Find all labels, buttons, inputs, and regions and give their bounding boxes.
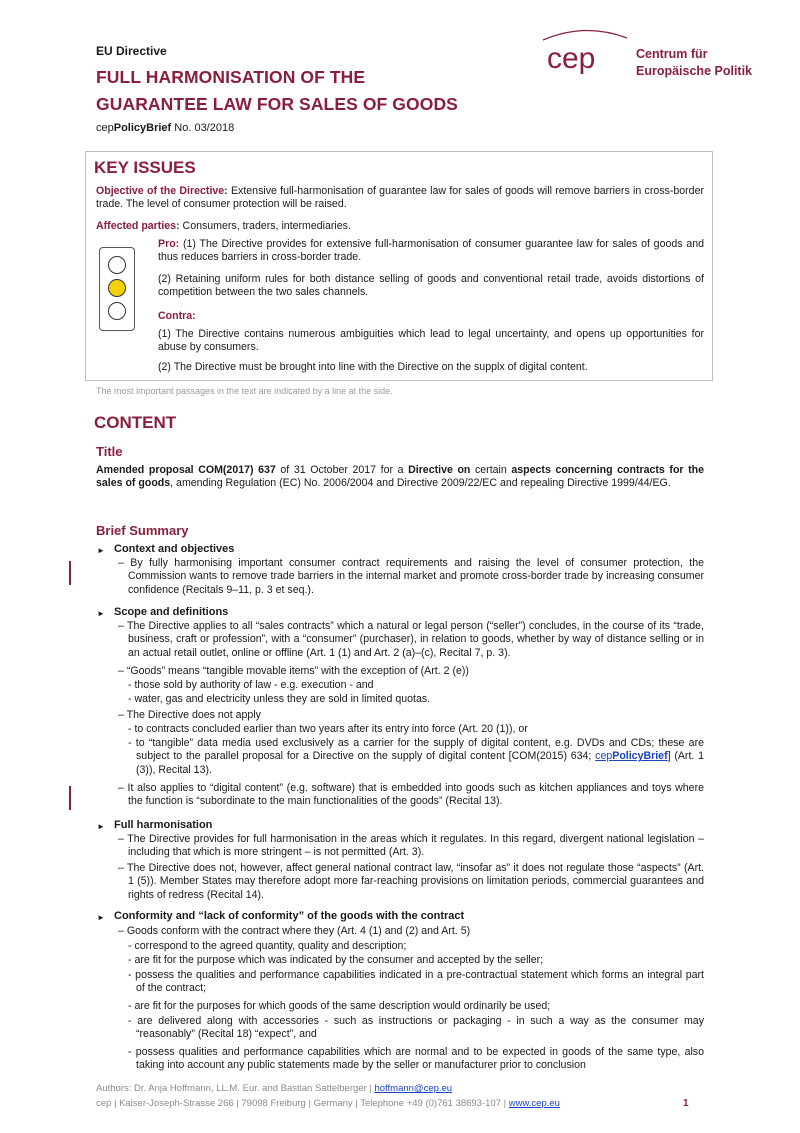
harmonisation-text-2: – The Directive does not, however, affect general national contract law, “insofar as” it does not regulate those “aspects” (Art. 1 (5)). Member States may therefore adopt more far-reaching provisions on limitation periods, commercial guarantees and rights of redress (Recital 14). <box>118 862 704 901</box>
title-text-2: certain <box>470 464 512 476</box>
section-scope-title: Scope and definitions <box>114 606 229 618</box>
conformity-item-b: - are fit for the purpose which was indicated by the consumer and accepted by the seller; <box>128 954 544 966</box>
section-arrow-icon: ► <box>97 546 105 555</box>
title-text-1: of 31 October 2017 for a <box>275 464 409 476</box>
traffic-light-green-lamp <box>108 302 126 320</box>
conformity-item-e: - are delivered along with accessories - such as instructions or packaging - in such a way as the consumer may “reasonably” (Recital 18) “expect”, and <box>128 1015 704 1041</box>
directive-type: EU Directive <box>96 44 167 58</box>
traffic-light-amber-lamp <box>108 279 126 297</box>
section-harmonisation-title: Full harmonisation <box>114 819 213 831</box>
scope-text-2: – “Goods” means “tangible movable items” with the exception of (Art. 2 (e)) <box>118 665 469 677</box>
section-context-title: Context and objectives <box>114 543 235 555</box>
policybrief-link[interactable]: cepPolicyBrief <box>595 750 668 763</box>
cep-logo <box>535 28 635 78</box>
brief-number <box>96 122 234 134</box>
contra-paragraph-1: (1) The Directive contains numerous ambiguities which lead to legal uncertainty, and opens up opportunities for abuse by consumers. <box>158 328 704 354</box>
author-email-link[interactable]: hoffmann@cep.eu <box>374 1083 453 1094</box>
title-paragraph <box>96 464 704 491</box>
affected-label: Affected parties: <box>96 220 180 232</box>
title-heading: Title <box>96 444 123 459</box>
key-issues-heading: KEY ISSUES <box>94 158 196 177</box>
title-line-2: GUARANTEE LAW FOR SALES OF GOODS <box>96 94 458 114</box>
objective-text: Extensive full-harmonisation of guarantee law for sales of goods will remove barriers in cross-border trade. The level of consumer protection will be raised. <box>96 185 704 211</box>
objective-label: Objective of the Directive: <box>96 185 228 197</box>
scope-text-2a: - those sold by authority of law - e.g. execution - and <box>128 679 374 691</box>
title-bold-3: aspects concerning contracts for the sales of goods <box>96 464 705 490</box>
scope-text-3c: ] (Art. 1 (3)), Recital 13). <box>136 750 704 776</box>
affected-text: Consumers, traders, intermediaries. <box>179 220 351 232</box>
section-arrow-icon: ► <box>97 822 105 831</box>
affected-paragraph <box>96 220 704 233</box>
conformity-item-f: - possess qualities and performance capabilities which are normal and to be expected in goods of the same type, also taking into account any public statements made by the seller or manufacturer prior to conclusion <box>128 1046 704 1072</box>
brief-suffix: No. 03/2018 <box>171 122 235 134</box>
section-arrow-icon: ► <box>97 913 105 922</box>
importance-bar <box>69 561 71 585</box>
pro-label: Pro: <box>158 238 180 250</box>
organisation-name <box>636 46 752 80</box>
brief-summary-heading: Brief Summary <box>96 523 189 538</box>
contra-label: Contra: <box>158 310 196 322</box>
brief-prefix: cep <box>96 122 114 134</box>
objective-paragraph <box>96 185 704 212</box>
pro-paragraph-1 <box>158 238 704 265</box>
conformity-text-1: – Goods conform with the contract where they (Art. 4 (1) and (2) and Art. 5) <box>118 925 471 937</box>
traffic-light-red-lamp <box>108 256 126 274</box>
harmonisation-text-1: – The Directive provides for full harmonisation in the areas which it regulates. In this regard, divergent national legislation – including that which is more stringent – is not permitted (Art. 3). <box>118 833 704 859</box>
scope-text-3b <box>128 737 704 777</box>
scope-text-4: – It also applies to “digital content” (e.g. software) that is embedded into goods such as kitchen appliances and toys where the function is “subordinate to the main functionalities of the goods” (Recital 13). <box>118 782 704 808</box>
org-line-1: Centrum für <box>636 47 708 61</box>
margin-note: The most important passages in the text are indicated by a line at the side. <box>96 386 393 396</box>
page-title <box>96 64 458 118</box>
conformity-item-d: - are fit for the purposes for which goods of the same description would ordinarily be used; <box>128 1000 551 1012</box>
contra-paragraph-2: (2) The Directive must be brought into line with the Directive on the supplx of digital content. <box>158 361 588 373</box>
title-bold-1: Amended proposal COM(2017) 637 <box>96 464 276 476</box>
pro-text-1: (1) The Directive provides for extensive full-harmonisation of consumer guarantee law for sales of goods and thus reduces barriers in cross-border trade. <box>158 238 704 264</box>
content-heading: CONTENT <box>94 413 177 432</box>
page-number: 1 <box>683 1098 689 1109</box>
scope-text-3: – The Directive does not apply <box>118 709 261 721</box>
scope-text-2b: - water, gas and electricity unless they are sold in limited quotas. <box>128 693 431 705</box>
scope-text-3b-body: - to “tangible” data media used exclusively as a carrier for the supply of digital content, e.g. DVDs and CDs; these are subject to the parallel proposal for a Directive on the supply of digital content [COM(2015) 634; <box>128 737 704 763</box>
conformity-item-a: - correspond to the agreed quantity, quality and description; <box>128 940 407 952</box>
pro-paragraph-2: (2) Retaining uniform rules for both distance selling of goods and conventional retail trade, avoids distortions of competition between the two sales channels. <box>158 273 704 299</box>
scope-text-1: – The Directive applies to all “sales contracts” which a natural or legal person (“seller”) concludes, in the course of its “trade, business, craft or profession”, with a “consumer” (purchaser), in relation to goods, whether by way of distance selling or in an actual retail outlet, online or offline (Art. 1 (1) and Art. 2 (a)–(c), Recital 7, p. 3). <box>118 620 704 659</box>
footer-authors: Authors: Dr. Anja Hoffmann, LL.M. Eur. and Bastian Sattelberger | hoffmann@cep.eu <box>96 1083 453 1094</box>
traffic-light-icon <box>99 247 135 331</box>
website-link[interactable]: www.cep.eu <box>508 1098 560 1109</box>
footer-address: cep | Kaiser-Joseph-Strasse 266 | 79098 Freiburg | Germany | Telephone +49 (0)761 38693-107 | www.cep.eu <box>96 1098 560 1109</box>
title-line-1: FULL HARMONISATION OF THE <box>96 67 366 87</box>
section-conformity-title: Conformity and “lack of conformity” of the goods with the contract <box>114 910 465 922</box>
org-line-2: Europäische Politik <box>636 64 753 78</box>
logo-word: cep <box>547 42 596 75</box>
brief-bold: PolicyBrief <box>113 122 172 134</box>
section-arrow-icon: ► <box>97 609 105 618</box>
importance-bar <box>69 786 71 810</box>
title-text-3: , amending Regulation (EC) No. 2006/2004 and Directive 2009/22/EC and repealing Directive 1999/44/EG. <box>170 477 671 490</box>
scope-text-3a: - to contracts concluded earlier than two years after its entry into force (Art. 20 (1)), or <box>128 723 528 735</box>
section-context-text: – By fully harmonising important consumer contract requirements and raising the level of consumer protection, the Commission wants to remove trade barriers in the internal market and promote cross-border trade by increasing consumer confidence (Recitals 9–11, p. 3 et seq.). <box>118 557 704 596</box>
title-bold-2: Directive on <box>408 464 471 476</box>
conformity-item-c: - possess the qualities and performance capabilities indicated in a pre-contractual statement which forms an integral part of the contract; <box>128 969 704 995</box>
